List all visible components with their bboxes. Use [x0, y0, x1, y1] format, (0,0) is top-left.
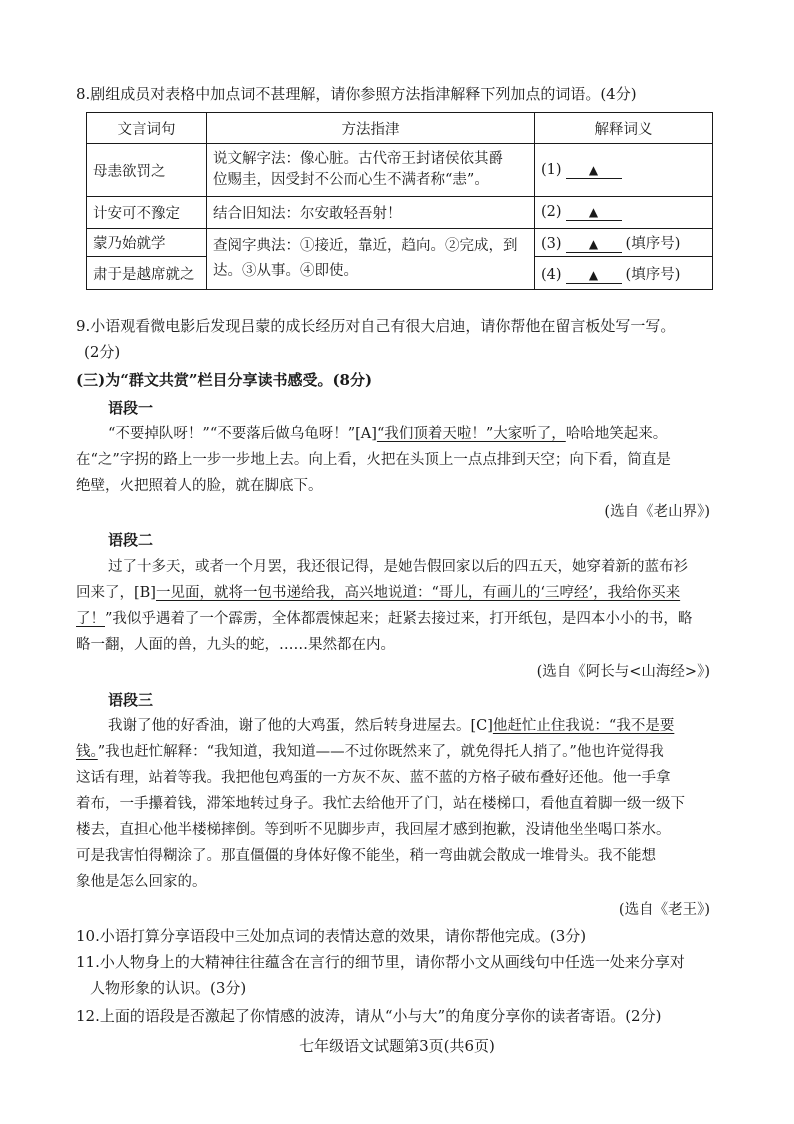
q9-points: (2分) — [84, 343, 121, 361]
paragraph-heading: 语段一 — [108, 399, 154, 417]
table-header: 方法指津 — [207, 113, 535, 144]
paragraph-heading: 语段二 — [108, 531, 154, 549]
source-citation: (选自《阿长与<山海经>》) — [536, 664, 710, 680]
table-row — [87, 144, 713, 197]
q8-stem: 8.剧组成员对表格中加点词不甚理解，请你参照方法指津解释下列加点的词语。(4分) — [76, 85, 637, 103]
answer-number: (1) — [541, 161, 562, 178]
q11-stem: 11.小人物身上的大精神往往蕴含在言行的细节里，请你帮小文从画线句中任选一处来分享对 — [76, 953, 685, 971]
triangle-marker-icon: ▲ — [588, 237, 599, 251]
paragraph-line: 略一翻，人面的兽，九头的蛇，……果然都在内。 — [76, 637, 395, 653]
paragraph-heading: 语段三 — [108, 691, 154, 709]
phrase-cell: 母恚欲罚之 — [87, 144, 207, 197]
phrase-cell: 蒙乃始就学 — [87, 229, 207, 257]
method-line: 达。③从事。④即使。 — [213, 263, 358, 279]
q8-table — [86, 112, 713, 290]
q12-stem: 12.上面的语段是否激起了你情感的波涛，请从“小与大”的角度分享你的读者寄语。(2分) — [76, 1007, 662, 1025]
method-cell — [207, 144, 535, 197]
answer-number: (2) — [541, 204, 562, 220]
paragraph-line: 着布，一手攥着钱，滞笨地转过身子。我忙去给他开了门，站在楼梯口，看他直着脚一级一级下 — [76, 796, 685, 812]
paragraph-line: 这话有理，站着等我。我把他包鸡蛋的一方灰不灰、蓝不蓝的方格子破布叠好还他。他一手拿 — [76, 770, 671, 786]
answer-blank[interactable] — [566, 204, 622, 221]
method-line: 说文解字法：像心脏。古代帝王封诸侯依其爵 — [213, 151, 503, 167]
answer-cell — [535, 197, 713, 229]
q9-stem: 9.小语观看微电影后发现吕蒙的成长经历对自己有很大启迪，请你帮他在留言板处写一写。 — [76, 317, 676, 335]
source-citation: (选自《老王》) — [618, 902, 710, 918]
method-line: 位赐圭，因受封不公而心生不满者称“恚”。 — [213, 172, 489, 188]
method-cell: 结合旧知法：尔安敢轻吾射！ — [207, 197, 535, 229]
source-citation: (选自《老山界》) — [604, 504, 710, 520]
answer-cell — [535, 257, 713, 290]
table-header-row — [87, 113, 713, 144]
answer-cell — [535, 229, 713, 257]
paragraph-line — [76, 583, 680, 603]
paragraph-line: 楼去，直担心他半楼梯摔倒。等到听不见脚步声，我回屋才感到抱歉，没请他坐坐喝口茶水。 — [76, 822, 671, 838]
paragraph-line: 绝壁，火把照着人的脸，就在脚底下。 — [76, 478, 323, 494]
paragraph-line: 在“之”字拐的路上一步一步地上去。向上看，火把在头顶上一点点排到天空；向下看，简直是 — [76, 452, 671, 468]
underlined-sentence: 了！ — [76, 611, 105, 627]
text-run: ”我也赶忙解释：“我知道，我知道——不过你既然来了，就免得托人捎了。”他也许觉得我 — [97, 744, 664, 760]
method-line: 查阅字典法：①接近，靠近，趋向。②完成，到 — [213, 238, 518, 254]
text-run: 回来了，[B] — [76, 585, 156, 601]
q10-stem: 10.小语打算分享语段中三处加点词的表情达意的效果，请你帮他完成。(3分) — [76, 927, 587, 945]
underlined-sentence: “我们顶着天啦！”大家听了， — [376, 426, 566, 442]
paragraph-line — [108, 424, 667, 444]
method-cell — [207, 229, 535, 290]
text-run: 我谢了他的好香油，谢了他的大鸡蛋，然后转身进屋去。[C] — [108, 718, 493, 734]
text-run: “不要掉队呀！”“不要落后做乌龟呀！”[A] — [108, 426, 377, 442]
answer-note: (填序号) — [625, 236, 681, 252]
table-row — [87, 229, 713, 257]
paragraph-line: 可是我害怕得糊涂了。那直僵僵的身体好像不能坐，稍一弯曲就会散成一堆骨头。我不能想 — [76, 848, 656, 864]
text-run: ”我似乎遇着了一个霹雳，全体都震悚起来；赶紧去接过来，打开纸包，是四本小小的书，略 — [105, 611, 693, 627]
text-run: 哈哈地笑起来。 — [565, 426, 668, 442]
paragraph-line — [108, 716, 674, 736]
table-header: 文言词句 — [87, 113, 207, 144]
triangle-marker-icon: ▲ — [588, 162, 599, 177]
paragraph-line — [76, 742, 664, 762]
answer-blank[interactable] — [566, 162, 622, 179]
page-footer: 七年级语文试题第3页(共6页) — [299, 1037, 495, 1055]
answer-note: (填序号) — [625, 266, 681, 283]
table-row — [87, 197, 713, 229]
paragraph-line — [76, 609, 692, 629]
q11-stem-cont: 人物形象的认识。(3分) — [90, 979, 247, 997]
paragraph-line: 过了十多天，或者一个月罢，我还很记得，是她告假回家以后的四五天，她穿着新的蓝布衫 — [108, 559, 688, 575]
underlined-sentence: 钱。 — [76, 744, 98, 760]
triangle-marker-icon: ▲ — [588, 205, 599, 219]
phrase-cell: 计安可不豫定 — [87, 197, 207, 229]
phrase-cell: 肃于是越席就之 — [87, 257, 207, 290]
answer-cell — [535, 144, 713, 197]
triangle-marker-icon: ▲ — [588, 267, 599, 282]
table-header: 解释词义 — [535, 113, 713, 144]
answer-number: (4) — [541, 266, 562, 283]
section-heading: (三)为“群文共赏”栏目分享读书感受。(8分) — [76, 371, 373, 389]
paragraph-line: 象他是怎么回家的。 — [76, 874, 207, 890]
underlined-sentence: 他赶忙止住我说：“我不是要 — [492, 718, 675, 734]
answer-blank[interactable] — [566, 236, 622, 253]
answer-blank[interactable] — [566, 267, 622, 284]
underlined-sentence: 一见面，就将一包书递给我，高兴地说道：“哥儿，有画儿的‘三哼经’，我给你买来 — [155, 585, 681, 601]
answer-number: (3) — [541, 236, 562, 252]
